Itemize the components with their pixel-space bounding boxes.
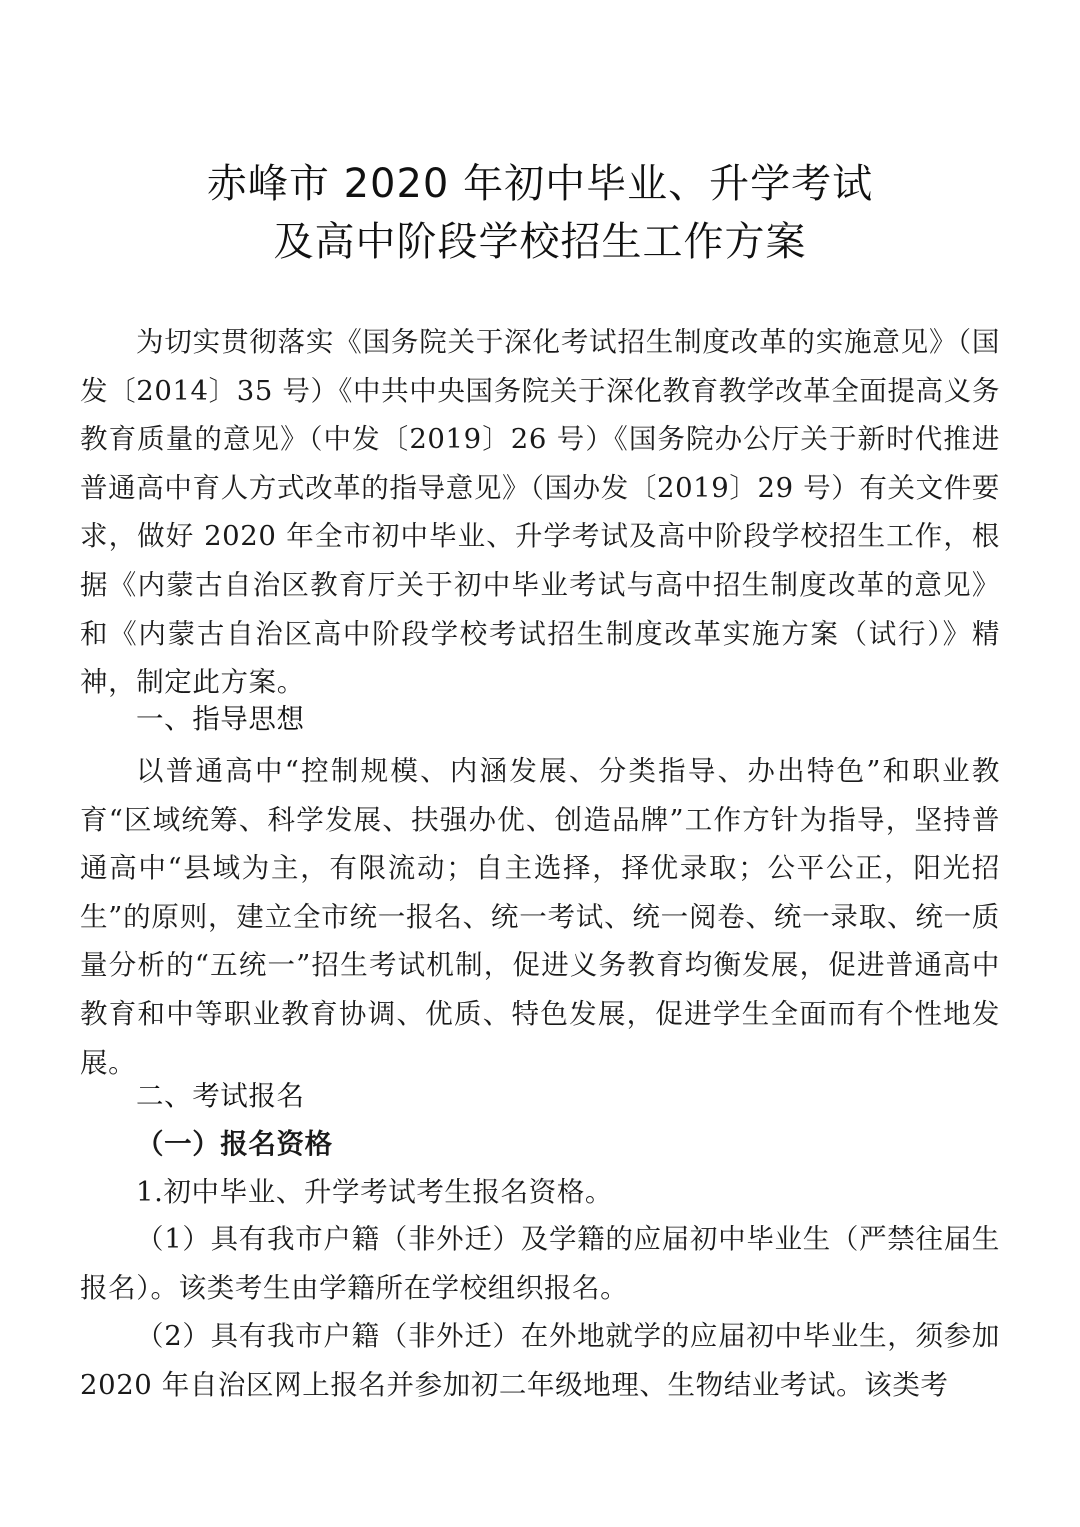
section-heading-guiding-ideology: 一、指导思想 bbox=[136, 703, 305, 735]
document-title-line-2: 及高中阶段学校招生工作方案 bbox=[273, 219, 807, 265]
section-heading-exam-registration: 二、考试报名 bbox=[136, 1080, 305, 1112]
eligibility-item-1-1: （1）具有我市户籍（非外迁）及学籍的应届初中毕业生（严禁往届生报名）。该类考生由学籍所在学校组织报名。 bbox=[80, 1223, 1000, 1304]
eligibility-item-1: 1.初中毕业、升学考试考生报名资格。 bbox=[136, 1176, 614, 1208]
intro-paragraph: 为切实贯彻落实《国务院关于深化考试招生制度改革的实施意见》（国发〔2014〕35 号）《中共中央国务院关于深化教育教学改革全面提高义务教育质量的意见》（中发〔2019〕26 号）《国务院办公厅关于新时代推进普通高中育人方式改革的指导意见》（国办发〔2019〕29 号）有关文件要求，做好 2020 年全市初中毕业、升学考试及高中阶段学校招生工作，根据《内蒙古自治区教育厅关于初中毕业考试与高中招生制度改革的意见》和《内蒙古自治区高中阶段学校考试招生制度改革实施方案（试行）》精神，制定此方案。 bbox=[80, 326, 1000, 699]
eligibility-item-1-2: （2）具有我市户籍（非外迁）在外地就学的应届初中毕业生，须参加 2020 年自治区网上报名并参加初二年级地理、生物结业考试。该类考 bbox=[80, 1320, 1000, 1401]
document-title-line-1: 赤峰市 2020 年初中毕业、升学考试 bbox=[206, 161, 874, 207]
guiding-ideology-paragraph: 以普通高中“控制规模、内涵发展、分类指导、办出特色”和职业教育“区域统筹、科学发展、扶强办优、创造品牌”工作方针为指导，坚持普通高中“县域为主，有限流动；自主选择，择优录取；公平公正，阳光招生”的原则，建立全市统一报名、统一考试、统一阅卷、统一录取、统一质量分析的“五统一”招生考试机制，促进义务教育均衡发展，促进普通高中教育和中等职业教育协调、优质、特色发展，促进学生全面而有个性地发展。 bbox=[80, 755, 1000, 1079]
subsection-heading-eligibility: （一）报名资格 bbox=[136, 1128, 333, 1160]
